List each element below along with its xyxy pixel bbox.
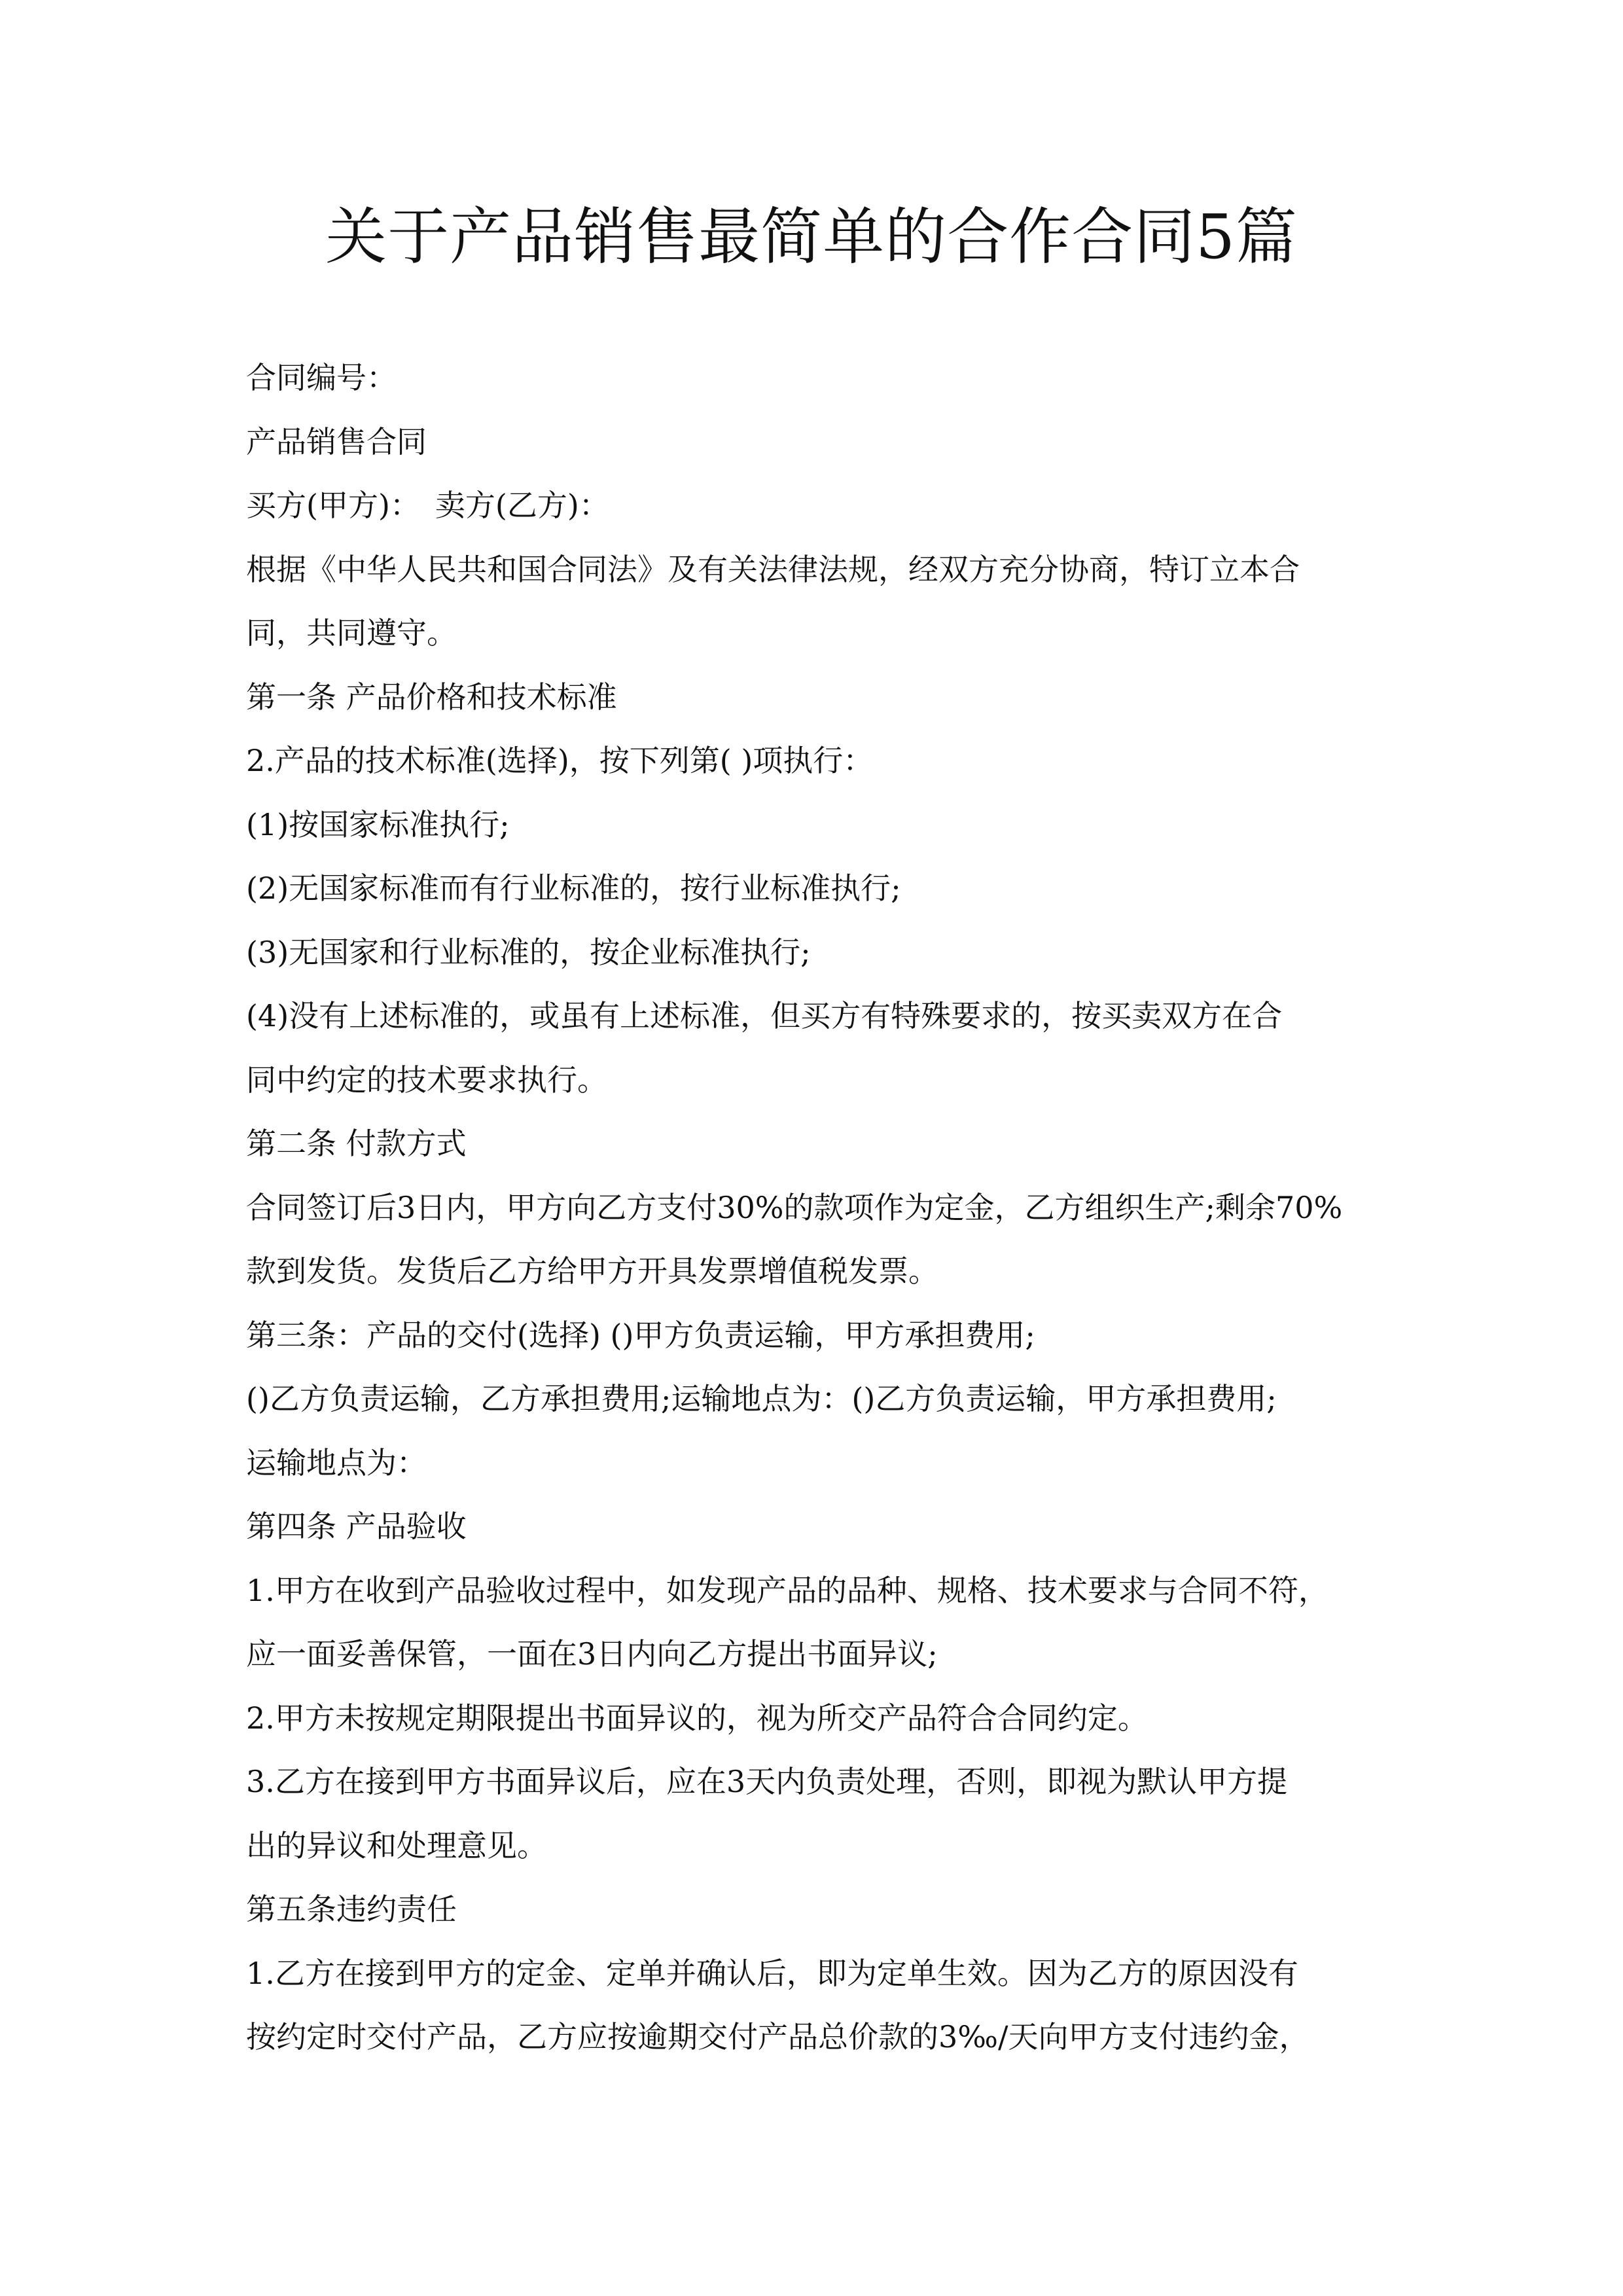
paragraph-line: 出的异议和处理意见。	[246, 1827, 547, 1863]
paragraph-line: (4)没有上述标准的，或虽有上述标准，但买方有特殊要求的，按买卖双方在合	[246, 998, 1283, 1033]
paragraph-line: 3.乙方在接到甲方书面异议后，应在3天内负责处理，否则，即视为默认甲方提	[246, 1764, 1288, 1799]
contract-number-line: 合同编号：	[246, 360, 397, 395]
article-heading: 第二条 付款方式	[246, 1126, 467, 1161]
paragraph-line: 2.产品的技术标准(选择)，按下列第( )项执行：	[246, 743, 874, 778]
preamble-line: 同，共同遵守。	[246, 615, 457, 651]
paragraph-line: 按约定时交付产品，乙方应按逾期交付产品总价款的3‰/天向甲方支付违约金，	[246, 2019, 1310, 2054]
paragraph-line: 同中约定的技术要求执行。	[246, 1062, 607, 1098]
paragraph-line: 1.乙方在接到甲方的定金、定单并确认后，即为定单生效。因为乙方的原因没有	[246, 1955, 1298, 1991]
paragraph-line: 应一面妥善保管，一面在3日内向乙方提出书面异议;	[246, 1636, 938, 1672]
article-heading: 第五条违约责任	[246, 1892, 457, 1927]
paragraph-line: 合同签订后3日内，甲方向乙方支付30%的款项作为定金，乙方组织生产;剩余70%	[246, 1189, 1343, 1225]
paragraph-line: (3)无国家和行业标准的，按企业标准执行;	[246, 934, 811, 970]
contract-name-line: 产品销售合同	[246, 423, 427, 459]
article-heading: 第三条：产品的交付(选择) ()甲方负责运输，甲方承担费用;	[246, 1317, 1035, 1353]
paragraph-line: (1)按国家标准执行;	[246, 806, 510, 842]
article-heading: 第四条 产品验收	[246, 1509, 467, 1544]
paragraph-line: ()乙方负责运输，乙方承担费用;运输地点为：()乙方负责运输，甲方承担费用;	[246, 1381, 1277, 1416]
parties-line: 买方(甲方)： 卖方(乙方)：	[246, 488, 609, 523]
preamble-line: 根据《中华人民共和国合同法》及有关法律法规，经双方充分协商，特订立本合	[246, 551, 1300, 587]
paragraph-line: 运输地点为：	[246, 1444, 427, 1480]
paragraph-line: (2)无国家标准而有行业标准的，按行业标准执行;	[246, 870, 901, 906]
document-body	[246, 346, 1378, 2070]
paragraph-line: 款到发货。发货后乙方给甲方开具发票增值税发票。	[246, 1253, 938, 1289]
document-title: 关于产品销售最简单的合作合同5篇	[325, 202, 1298, 273]
article-heading: 第一条 产品价格和技术标准	[246, 679, 617, 715]
paragraph-line: 1.甲方在收到产品验收过程中，如发现产品的品种、规格、技术要求与合同不符，	[246, 1572, 1329, 1608]
paragraph-line: 2.甲方未按规定期限提出书面异议的，视为所交产品符合合同约定。	[246, 1700, 1148, 1736]
